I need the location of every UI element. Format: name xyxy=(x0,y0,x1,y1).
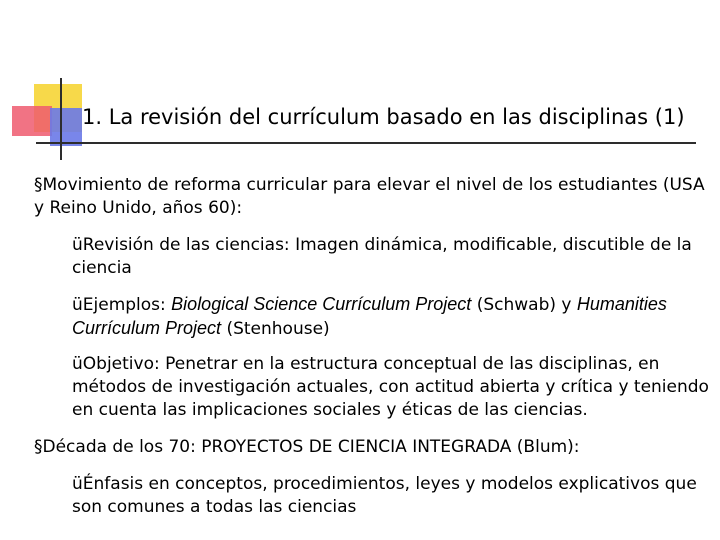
check-marker: ü xyxy=(72,235,83,255)
bullet-text: Década de los 70: PROYECTOS DE CIENCIA INTEGRADA (Blum): xyxy=(42,437,580,457)
subbullet-text: Énfasis en conceptos, procedimientos, leyes y modelos explicativos que son comunes a todas las ciencias xyxy=(72,474,697,517)
project-title-biological: Biological Science Currículum Project xyxy=(171,294,472,314)
check-marker: ü xyxy=(72,354,83,374)
subbullet-examples xyxy=(72,293,702,341)
subbullet-text: Revisión de las ciencias: Imagen dinámica, modificable, discutible de la ciencia xyxy=(72,235,692,278)
subbullet-text: (Schwab) y xyxy=(471,295,577,315)
bullet-reform-movement xyxy=(34,174,714,220)
bullet-text: Movimiento de reforma curricular para elevar el nivel de los estudiantes (USA y Reino Unido, años 60): xyxy=(34,175,705,218)
bullet-marker: § xyxy=(34,175,43,195)
check-marker: ü xyxy=(72,474,83,494)
subbullet-text: (Stenhouse) xyxy=(221,319,330,339)
subbullet-science-revision xyxy=(72,234,702,280)
slide-title: 1. La revisión del currículum basado en las disciplinas (1) xyxy=(82,105,685,129)
bullet-seventies-decade xyxy=(34,436,714,459)
subbullet-text: Objetivo: Penetrar en la estructura conceptual de las disciplinas, en métodos de investigación actuales, con actitud abierta y crítica y teniendo en cuenta las implicaciones sociales y éticas de las ciencias. xyxy=(72,354,709,420)
bullet-marker: § xyxy=(34,437,43,457)
project-title-humanities: Humanities Currículum Project xyxy=(72,294,667,338)
subbullet-text: Ejemplos: xyxy=(82,295,172,315)
check-marker: ü xyxy=(72,295,83,315)
subbullet-emphasis xyxy=(72,473,712,519)
subbullet-objective xyxy=(72,353,712,422)
